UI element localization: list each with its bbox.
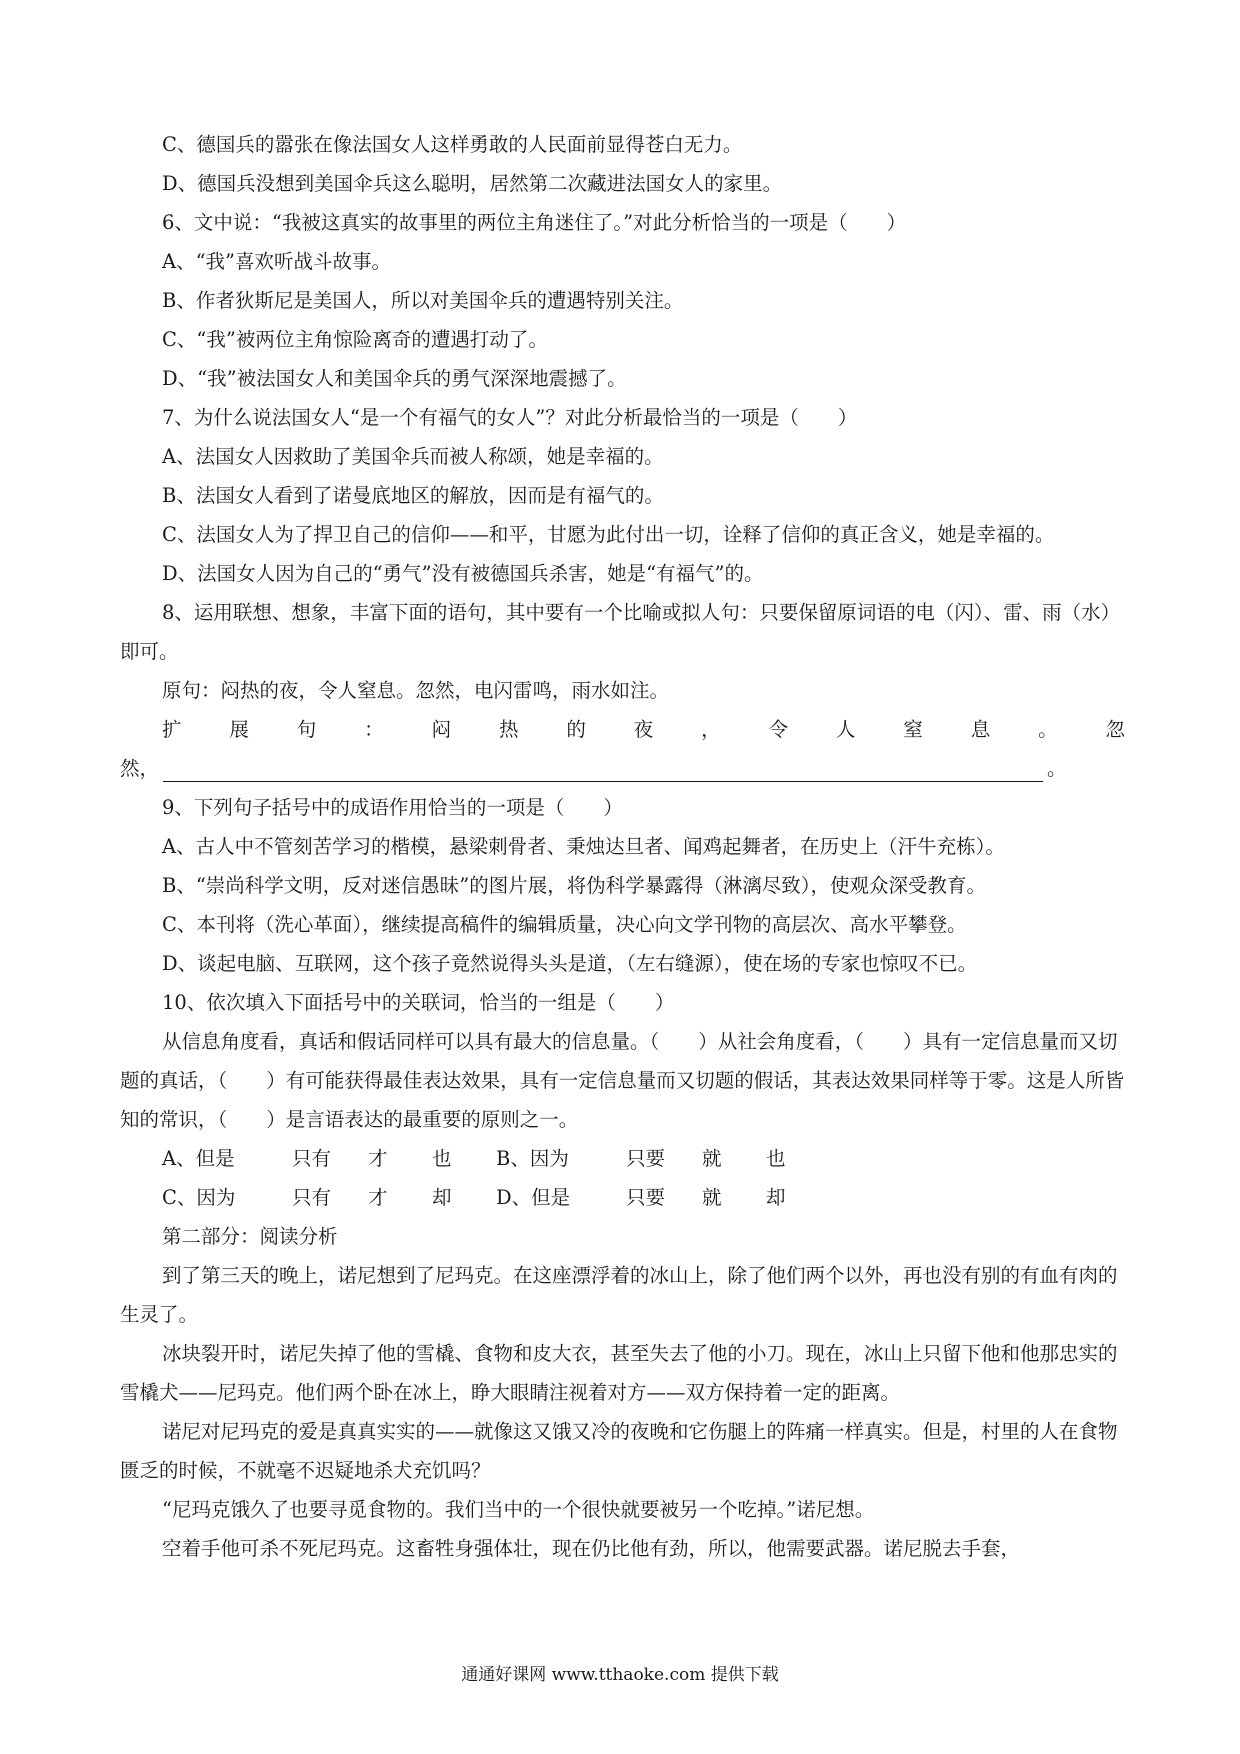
page-content xyxy=(120,125,1125,1568)
option-b-q9: B、“崇尚科学文明，反对迷信愚昧”的图片展，将伪科学暴露得（淋漓尽致），使观众深受教育。 xyxy=(162,874,987,897)
question-9: 9、下列句子括号中的成语作用恰当的一项是（ ） xyxy=(162,796,623,819)
option-b-q6: B、作者狄斯尼是美国人，所以对美国伞兵的遭遇特别关注。 xyxy=(162,289,684,312)
options-row-cd: C、因为 只有 才 却 D、但是 只要 就 却 xyxy=(162,1186,786,1209)
option-a-q6: A、“我”喜欢听战斗故事。 xyxy=(162,250,392,273)
reading-paragraph-2: 冰块裂开时，诺尼失掉了他的雪橇、食物和皮大衣，甚至失去了他的小刀。现在，冰山上只留下他和他那忠实的雪橇犬——尼玛克。他们两个卧在冰上，睁大眼睛注视着对方——双方保持着一定的距离。 xyxy=(120,1342,1118,1404)
option-a-q7: A、法国女人因救助了美国伞兵而被人称颂，她是幸福的。 xyxy=(162,445,664,468)
question-7: 7、为什么说法国女人“是一个有福气的女人”？对此分析最恰当的一项是（ ） xyxy=(162,406,858,429)
reading-paragraph-1: 到了第三天的晚上，诺尼想到了尼玛克。在这座漂浮着的冰山上，除了他们两个以外，再也没有别的有血有肉的生灵了。 xyxy=(120,1264,1118,1326)
option-b-q7: B、法国女人看到了诺曼底地区的解放，因而是有福气的。 xyxy=(162,484,664,507)
option-c-q5: C、德国兵的嚣张在像法国女人这样勇敢的人民面前显得苍白无力。 xyxy=(162,133,743,156)
section-heading: 第二部分：阅读分析 xyxy=(162,1225,338,1248)
answer-blank-row: 然， 。 xyxy=(120,749,1125,788)
question-6: 6、文中说：“我被这真实的故事里的两位主角迷住了。”对此分析恰当的一项是（ ） xyxy=(162,211,907,234)
answer-blank[interactable] xyxy=(163,753,1043,782)
option-d-q5: D、德国兵没想到美国伞兵这么聪明，居然第二次藏进法国女人的家里。 xyxy=(162,172,783,195)
option-a-q9: A、古人中不管刻苦学习的楷模，悬梁刺骨者、秉烛达旦者、闻鸡起舞者，在历史上（汗牛充栋）。 xyxy=(162,835,1005,858)
option-c-q7: C、法国女人为了捍卫自己的信仰——和平，甘愿为此付出一切，诠释了信仰的真正含义，她是幸福的。 xyxy=(162,523,1055,546)
reading-paragraph-3: 诺尼对尼玛克的爱是真真实实的——就像这又饿又冷的夜晚和它伤腿上的阵痛一样真实。但是，村里的人在食物匮乏的时候，不就毫不迟疑地杀犬充饥吗？ xyxy=(120,1420,1118,1482)
original-sentence: 原句：闷热的夜，令人窒息。忽然，电闪雷鸣，雨水如注。 xyxy=(162,679,670,702)
question-8: 8、运用联想、想象，丰富下面的语句，其中要有一个比喻或拟人句：只要保留原词语的电（闪）、雷、雨（水）即可。 xyxy=(120,601,1121,663)
option-d-q7: D、法国女人因为自己的“勇气”没有被德国兵杀害，她是“有福气”的。 xyxy=(162,562,764,585)
option-c-q6: C、“我”被两位主角惊险离奇的遭遇打动了。 xyxy=(162,328,548,351)
expanded-sentence-label: 扩 展 句 ： 闷 热 的 夜 ， 令 人 窒 息 。 忽 xyxy=(162,718,1125,741)
option-d-q6: D、“我”被法国女人和美国伞兵的勇气深深地震撼了。 xyxy=(162,367,627,390)
reading-paragraph-5: 空着手他可杀不死尼玛克。这畜牲身强体壮，现在仍比他有劲，所以，他需要武器。诺尼脱去手套， xyxy=(162,1537,1021,1560)
option-c-q9: C、本刊将（洗心革面），继续提高稿件的编辑质量，决心向文学刊物的高层次、高水平攀登。 xyxy=(162,913,967,936)
options-row-ab: A、但是 只有 才 也 B、因为 只要 就 也 xyxy=(162,1147,786,1170)
reading-paragraph-4: “尼玛克饿久了也要寻觅食物的。我们当中的一个很快就要被另一个吃掉。”诺尼想。 xyxy=(162,1498,875,1521)
question-10: 10、依次填入下面括号中的关联词，恰当的一组是（ ） xyxy=(162,991,675,1014)
option-d-q9: D、谈起电脑、互联网，这个孩子竟然说得头头是道，（左右缝源），使在场的专家也惊叹不已。 xyxy=(162,952,978,975)
question-10-passage: 从信息角度看，真话和假话同样可以具有最大的信息量。（ ）从社会角度看，（ ）具有一定信息量而又切题的真话，（ ）有可能获得最佳表达效果，具有一定信息量而又切题的假话，其表达效果同样等于零。这是人所皆知的常识，（ ）是言语表达的最重要的原则之一。 xyxy=(120,1030,1125,1131)
page-footer: 通通好课网 www.tthaoke.com 提供下载 xyxy=(461,1665,779,1685)
